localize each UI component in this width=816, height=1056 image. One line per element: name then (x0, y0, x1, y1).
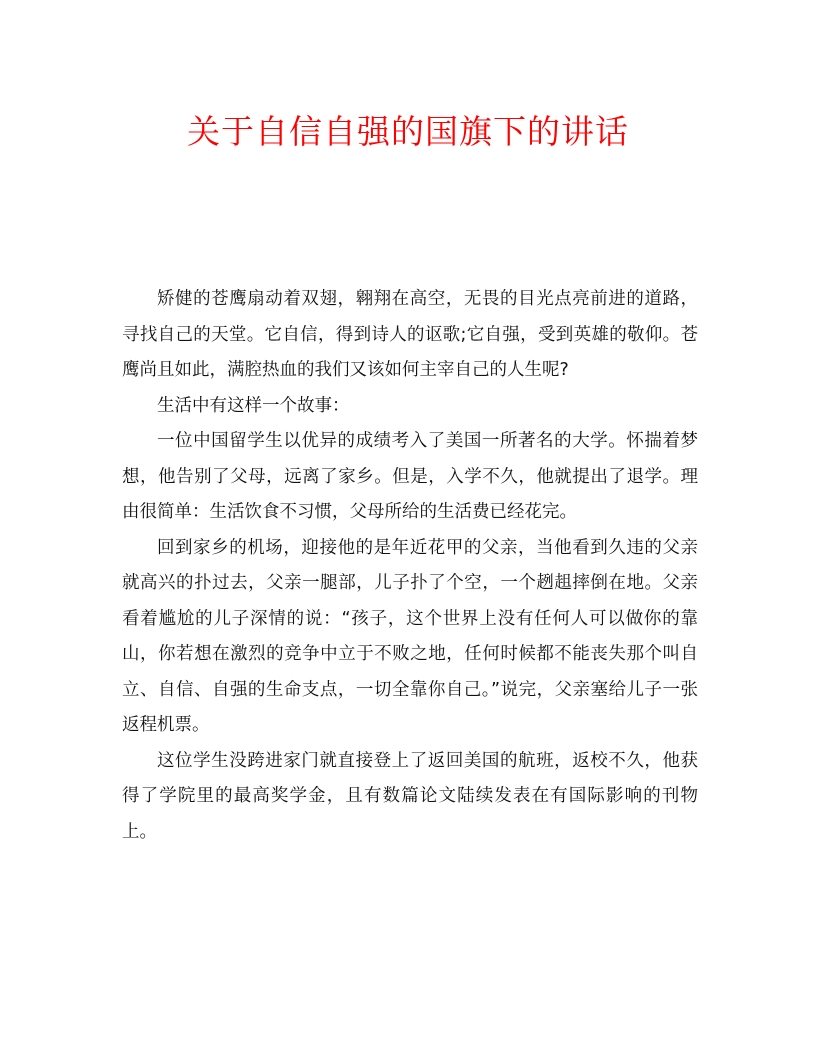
paragraph-eagle: 矫健的苍鹰扇动着双翅，翱翔在高空，无畏的目光点亮前进的道路，寻找自己的天堂。它自信，得到诗人的讴歌;它自强，受到英雄的敬仰。苍鹰尚且如此，满腔热血的我们又该如何主宰自己的人生呢? (122, 289, 698, 380)
paragraph-father: 回到家乡的机场，迎接他的是年近花甲的父亲，当他看到久违的父亲就高兴的扑过去，父亲一腿部，儿子扑了个空，一个趔趄摔倒在地。父亲看着尴尬的儿子深情的说：“孩子，这个世界上没有任何人可以做你的靠山，你若想在激烈的竞争中立于不败之地，任何时候都不能丧失那个叫自立、自信、自强的生命支点，一切全靠你自己。”说完，父亲塞给儿子一张返程机票。 (122, 537, 698, 735)
document-title: 关于自信自强的国旗下的讲话 (187, 112, 629, 151)
paragraph-return: 这位学生没跨进家门就直接登上了返回美国的航班，返校不久，他获得了学院里的最高奖学金，且有数篇论文陆续发表在有国际影响的刊物上。 (122, 750, 698, 842)
document-body (122, 282, 698, 850)
paragraph-student: 一位中国留学生以优异的成绩考入了美国一所著名的大学。怀揣着梦想，他告别了父母，远离了家乡。但是，入学不久，他就提出了退学。理由很简单：生活饮食不习惯，父母所给的生活费已经花完。 (122, 431, 698, 522)
paragraph-story-intro: 生活中有这样一个故事： (157, 395, 350, 416)
